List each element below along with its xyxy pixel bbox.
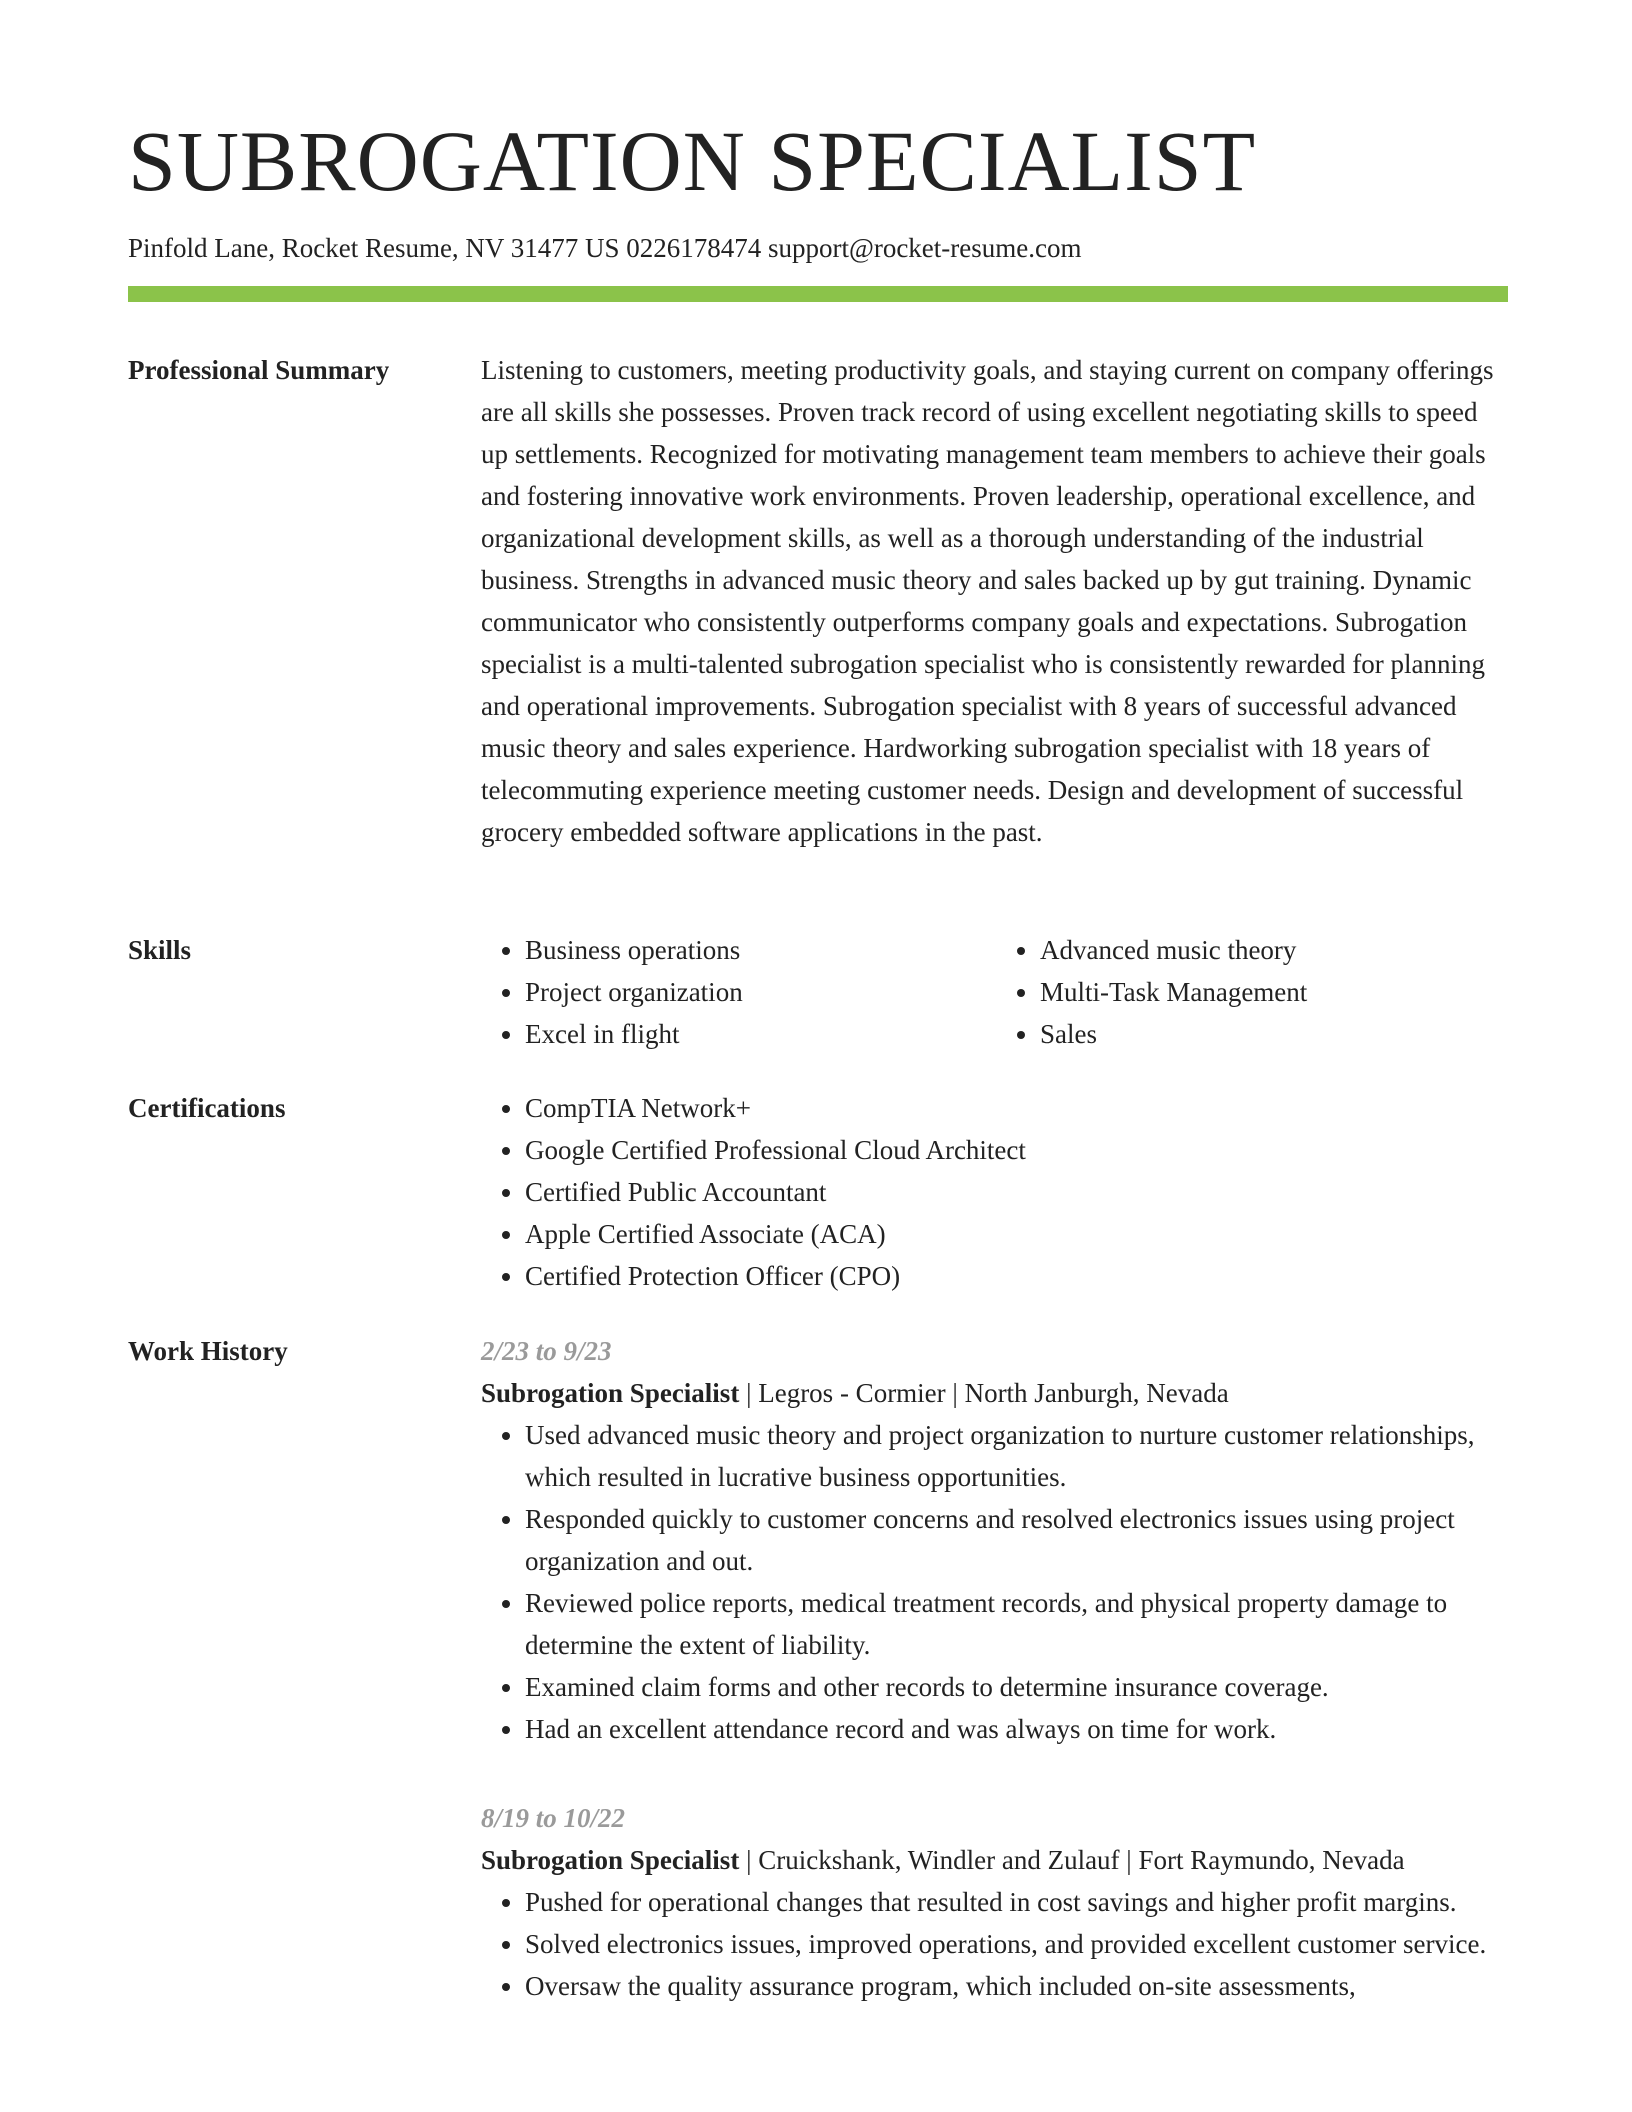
job-title: Subrogation Specialist	[481, 1378, 740, 1408]
job-bullets	[481, 1881, 1511, 2007]
certification-item: • Certified Public Accountant	[525, 1171, 1511, 1213]
skill-item: • Advanced music theory	[1040, 929, 1511, 971]
resume-name-heading: SUBROGATION SPECIALIST	[128, 113, 1257, 209]
skill-item: • Business operations	[525, 929, 996, 971]
work-history-label: Work History	[128, 1336, 288, 1366]
job-bullet: • Pushed for operational changes that resulted in cost savings and higher profit margins.	[525, 1881, 1511, 1923]
job-bullets	[481, 1414, 1511, 1750]
job-bullet: • Used advanced music theory and project organization to nurture customer relationships, which resulted in lucrative business opportunities.	[525, 1414, 1511, 1498]
certification-item: • Certified Protection Officer (CPO)	[525, 1255, 1511, 1297]
certifications-label: Certifications	[128, 1093, 286, 1123]
skill-item: • Excel in flight	[525, 1013, 996, 1055]
job-entry	[481, 1330, 1511, 1750]
job-bullet: • Responded quickly to customer concerns and resolved electronics issues using project organization and out.	[525, 1498, 1511, 1582]
job-dates: 8/19 to 10/22	[481, 1803, 626, 1833]
job-employer-location: | Cruickshank, Windler and Zulauf | Fort Raymundo, Nevada	[739, 1845, 1405, 1875]
job-bullet: • Had an excellent attendance record and was always on time for work.	[525, 1708, 1511, 1750]
certifications-list	[481, 1087, 1511, 1297]
job-dates: 2/23 to 9/23	[481, 1336, 612, 1366]
certifications-section	[481, 1087, 1511, 1297]
skills-section	[481, 929, 1511, 1055]
job-title-line	[481, 1839, 1511, 1881]
job-bullet: • Oversaw the quality assurance program, which included on-site assessments,	[525, 1965, 1511, 2007]
summary-label: Professional Summary	[128, 355, 390, 385]
certification-item: • Google Certified Professional Cloud Architect	[525, 1129, 1511, 1171]
skills-column-2	[996, 929, 1511, 1055]
summary-section	[481, 349, 1511, 853]
skills-label: Skills	[128, 935, 192, 965]
job-employer-location: | Legros - Cormier | North Janburgh, Nevada	[739, 1378, 1229, 1408]
job-bullet: • Examined claim forms and other records to determine insurance coverage.	[525, 1666, 1511, 1708]
job-title-line	[481, 1372, 1511, 1414]
certification-item: • CompTIA Network+	[525, 1087, 1511, 1129]
summary-text: Listening to customers, meeting productivity goals, and staying current on company offerings are all skills she possesses. Proven track record of using excellent negotiating skills to speed up settlements. Recognized for motivating management team members to achieve their goals and fostering innovative work environments. Proven leadership, operational excellence, and organizational development skills, as well as a thorough understanding of the industrial business. Strengths in advanced music theory and sales backed up by gut training. Dynamic communicator who consistently outperforms company goals and expectations. Subrogation specialist is a multi-talented subrogation specialist who is consistently rewarded for planning and operational improvements. Subrogation specialist with 8 years of successful advanced music theory and sales experience. Hardworking subrogation specialist with 18 years of telecommuting experience meeting customer needs. Design and development of successful grocery embedded software applications in the past.	[481, 355, 1494, 847]
skill-item: • Multi-Task Management	[1040, 971, 1511, 1013]
accent-divider	[128, 286, 1508, 302]
certification-item: • Apple Certified Associate (ACA)	[525, 1213, 1511, 1255]
job-bullet: • Solved electronics issues, improved operations, and provided excellent customer service.	[525, 1923, 1511, 1965]
skill-item: • Sales	[1040, 1013, 1511, 1055]
contact-line: Pinfold Lane, Rocket Resume, NV 31477 US 0226178474 support@rocket-resume.com	[128, 233, 1082, 263]
job-bullet: • Reviewed police reports, medical treatment records, and physical property damage to determine the extent of liability.	[525, 1582, 1511, 1666]
job-entry	[481, 1797, 1511, 2007]
skills-column-1	[481, 929, 996, 1055]
job-title: Subrogation Specialist	[481, 1845, 740, 1875]
skill-item: • Project organization	[525, 971, 996, 1013]
